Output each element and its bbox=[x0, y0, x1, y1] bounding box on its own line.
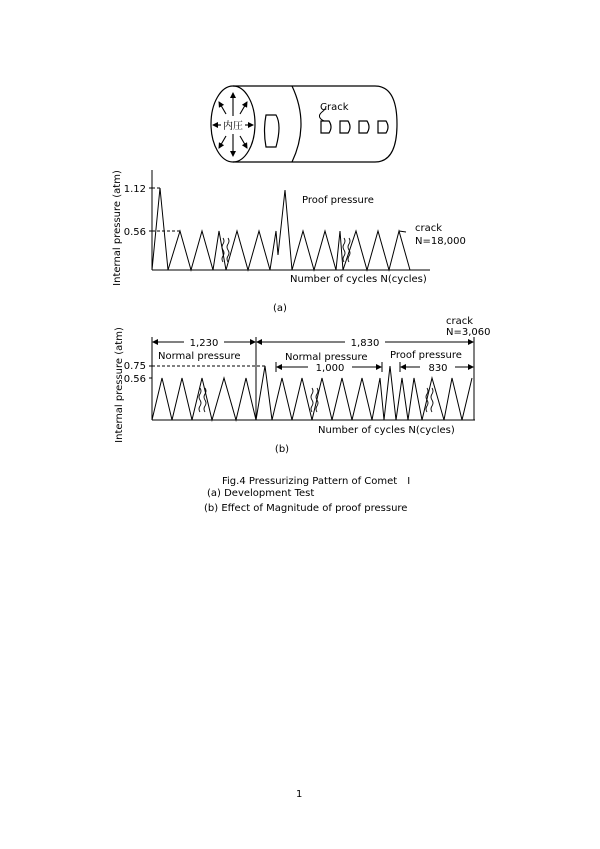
window-large bbox=[265, 115, 280, 147]
graph-a-proof-label: Proof pressure bbox=[302, 195, 374, 206]
page-number: 1 bbox=[296, 789, 303, 800]
graph-b-break-squiggle-6 bbox=[431, 388, 433, 412]
graph-b-proof-label: Proof pressure bbox=[390, 350, 462, 361]
inner-pressure-label: 内圧 bbox=[223, 121, 243, 132]
graph-b-ylabel: Internal pressure (atm) bbox=[114, 327, 125, 443]
graph-b-normal-label-2: Normal pressure bbox=[285, 352, 368, 363]
graph-b-span-1230: 1,230 bbox=[189, 338, 219, 349]
graph-b-crack-n: N=3,060 bbox=[446, 327, 491, 338]
graph-a-crack-end bbox=[399, 231, 406, 232]
graph-a-ytick-low: 0.56 bbox=[123, 227, 146, 238]
crack-window-1 bbox=[321, 121, 331, 133]
graph-b-span-830: 830 bbox=[428, 363, 448, 374]
arrow-downleft-icon bbox=[219, 136, 226, 148]
arrow-upright-icon bbox=[240, 102, 247, 114]
arrow-upleft-icon bbox=[219, 102, 226, 114]
arrow-downright-icon bbox=[240, 136, 247, 148]
graph-a-break-squiggle-2 bbox=[227, 238, 229, 262]
graph-a-crack-label: crack bbox=[415, 223, 443, 234]
crack-label: Crack bbox=[320, 102, 349, 113]
graph-b-span-1830: 1,830 bbox=[350, 338, 380, 349]
caption-line-b: (b) Effect of Magnitude of proof pressure bbox=[204, 503, 408, 514]
crack-window-4 bbox=[378, 121, 388, 133]
caption-title: Fig.4 Pressurizing Pattern of Comet I bbox=[222, 476, 411, 487]
graph-b-panel-label: (b) bbox=[274, 444, 290, 455]
crack-window-3 bbox=[359, 121, 369, 133]
graph-b-xlabel: Number of cycles N(cycles) bbox=[318, 425, 455, 436]
graph-a-ylabel: Internal pressure (atm) bbox=[112, 170, 123, 286]
graph-b-ytick-low: 0.56 bbox=[123, 374, 146, 385]
graph-a-break-squiggle-3 bbox=[343, 238, 345, 262]
crack-window-2 bbox=[340, 121, 350, 133]
graph-b-break-squiggle-3 bbox=[311, 388, 313, 412]
graph-a-panel-label: (a) bbox=[273, 303, 287, 314]
graph-b bbox=[114, 316, 491, 455]
graph-a-ytick-high: 1.12 bbox=[123, 184, 146, 195]
graph-b-crack-label: crack bbox=[446, 316, 474, 327]
graph-b-ytick-high: 0.75 bbox=[123, 361, 146, 372]
graph-a-crack-n: N=18,000 bbox=[415, 236, 466, 247]
graph-a-xlabel: Number of cycles N(cycles) bbox=[290, 274, 427, 285]
graph-a bbox=[112, 170, 466, 314]
fuselage-body bbox=[233, 86, 397, 162]
graph-b-span-1000: 1,000 bbox=[315, 363, 345, 374]
caption-line-a: (a) Development Test bbox=[207, 488, 315, 499]
graph-b-normal-label-1: Normal pressure bbox=[158, 351, 241, 362]
fuselage-seam bbox=[292, 86, 301, 162]
graph-b-break-squiggle-1 bbox=[199, 388, 201, 412]
